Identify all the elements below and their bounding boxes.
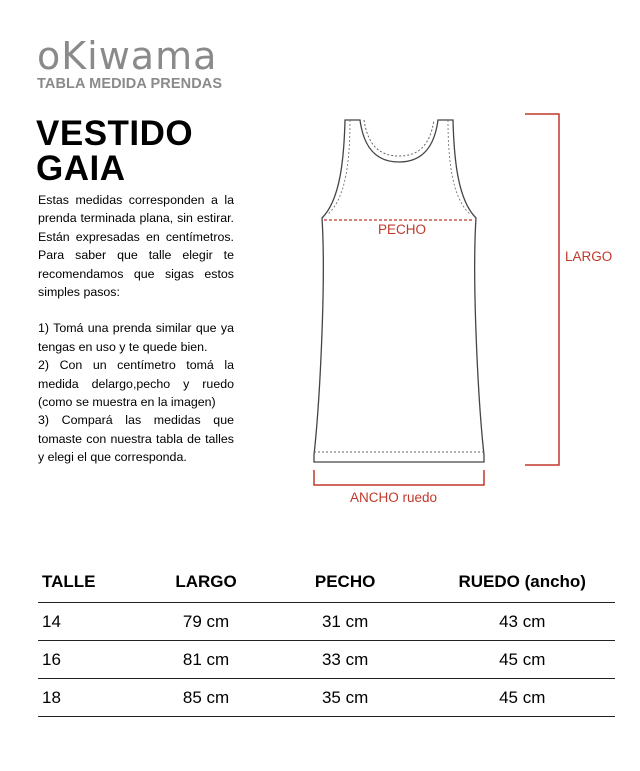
cell-largo: 79 cm — [182, 611, 230, 631]
product-title — [36, 116, 193, 186]
header-largo: LARGO — [175, 572, 237, 591]
cell-pecho: 33 cm — [321, 649, 369, 669]
cell-largo: 85 cm — [182, 687, 230, 707]
size-table — [38, 572, 615, 717]
hem-width-label: ANCHO ruedo — [350, 490, 438, 505]
chest-label: PECHO — [378, 222, 427, 237]
header-ruedo: RUEDO (ancho) — [458, 572, 586, 591]
cell-ruedo: 43 cm — [499, 611, 546, 631]
length-label: LARGO — [565, 249, 613, 264]
dress-illustration — [300, 100, 630, 520]
table-row — [38, 679, 615, 717]
cell-ruedo: 45 cm — [499, 687, 546, 707]
cell-ruedo: 45 cm — [499, 649, 546, 669]
cell-largo: 81 cm — [182, 649, 230, 669]
armhole-stitch-right — [448, 120, 470, 214]
cell-pecho: 35 cm — [321, 687, 369, 707]
instructions-step-1: 1) Tomá una prenda similar que ya tengas en uso y te quede bien. — [38, 321, 234, 354]
length-bracket — [525, 114, 559, 465]
neckline-stitch — [364, 120, 434, 156]
cell-talle: 18 — [42, 687, 61, 707]
cell-pecho: 31 cm — [321, 611, 369, 631]
instructions-text — [38, 191, 234, 467]
instructions-intro: Estas medidas corresponden a la prenda terminada plana, sin estirar. Están expresadas en centímetros. Para saber que talle elegir te recomendamos que sigas estos simples pasos: — [38, 193, 234, 300]
product-title-line2: GAIA — [36, 149, 126, 188]
cell-talle: 16 — [42, 649, 61, 669]
product-title-line1: VESTIDO — [36, 114, 194, 153]
instructions-step-3: 3) Compará las medidas que tomaste con nuestra tabla de talles y elegi el que corresponda. — [38, 413, 234, 465]
header-talle: TALLE — [42, 572, 96, 591]
cell-talle: 14 — [42, 611, 61, 631]
hem-width-bracket — [314, 470, 484, 485]
armhole-stitch-left — [328, 120, 350, 214]
garment-diagram — [300, 100, 630, 520]
dress-outline — [314, 120, 484, 462]
table-header-row — [38, 572, 615, 603]
table-row — [38, 603, 615, 641]
logo-subtitle: TABLA MEDIDA PRENDAS — [37, 76, 223, 92]
table-row — [38, 641, 615, 679]
instructions-step-2: 2) Con un centímetro tomá la medida delargo,pecho y ruedo (como se muestra en la imagen) — [38, 358, 234, 410]
brand-logo — [37, 34, 247, 92]
header-pecho: PECHO — [314, 572, 376, 591]
logo-wordmark: oKiwama — [37, 34, 218, 78]
